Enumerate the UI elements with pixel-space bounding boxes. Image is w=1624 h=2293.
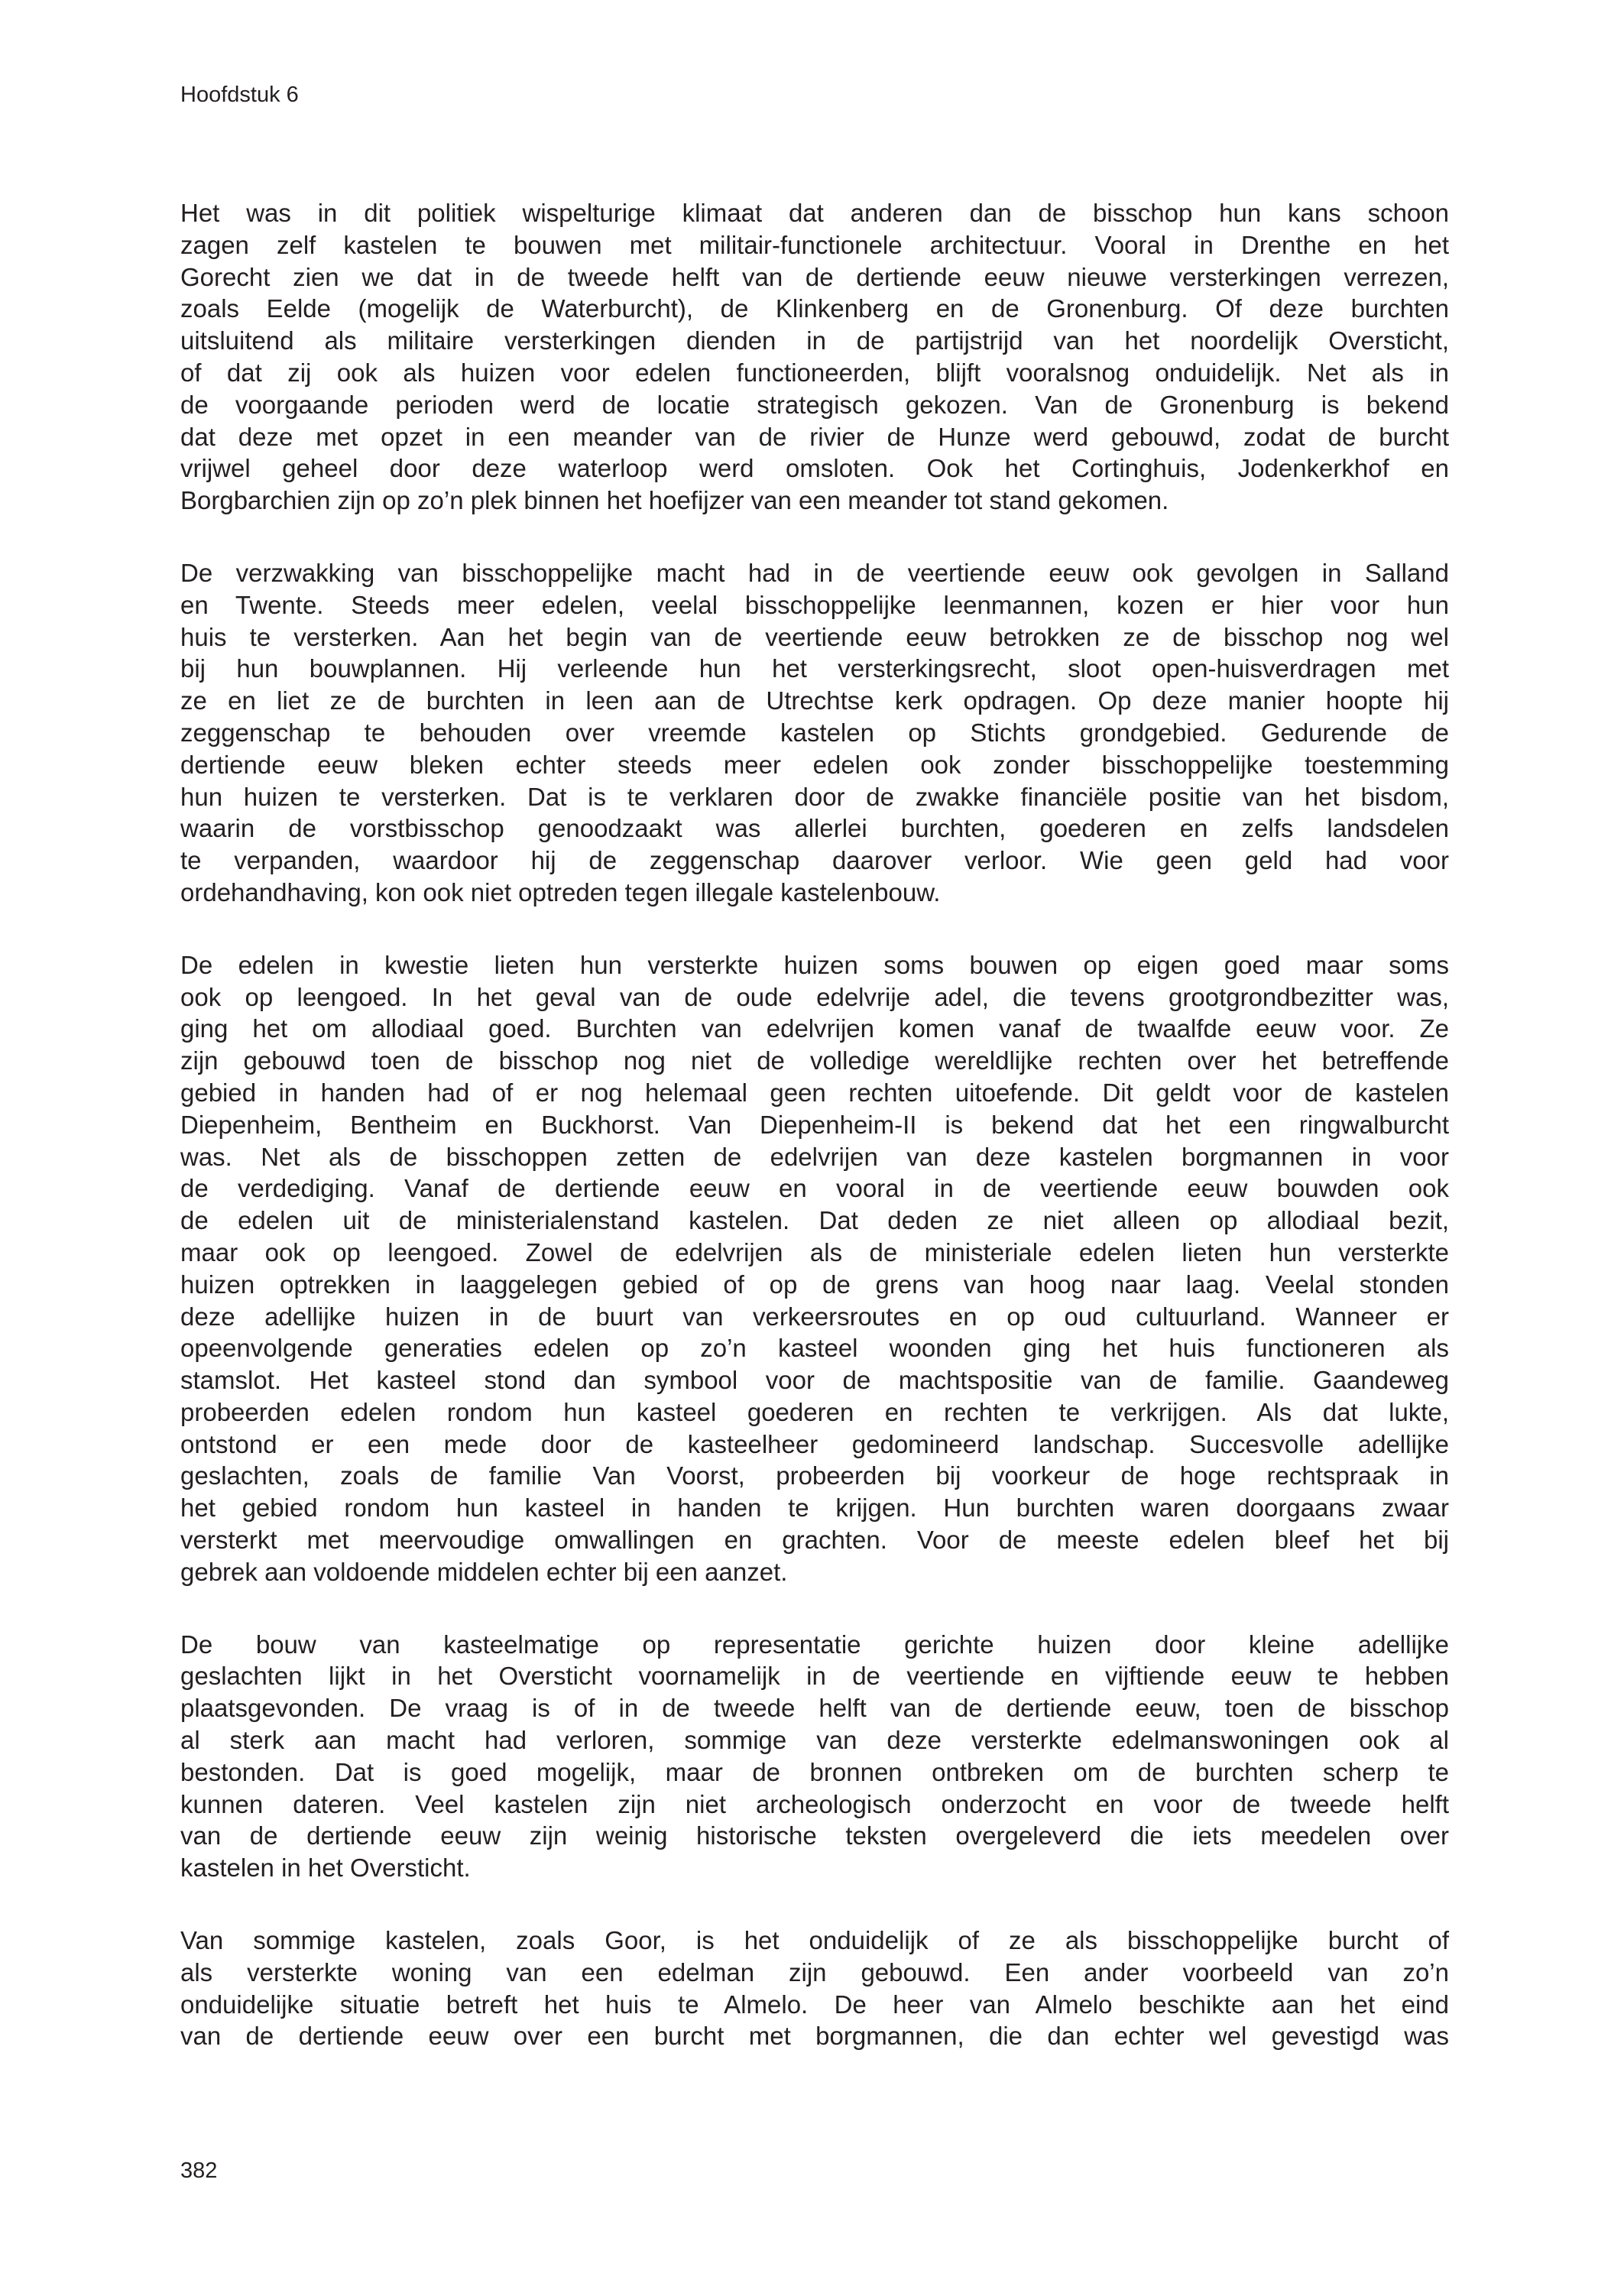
text-line: Gorecht zien we dat in de tweede helft van de dertiende eeuw nieuwe versterkingen verrezen, <box>180 262 1449 291</box>
text-line: en Twente. Steeds meer edelen, veelal bisschoppelijke leenmannen, kozen er hier voor hun <box>180 590 1449 619</box>
text-line: gebrek aan voldoende middelen echter bij een aanzet. <box>180 1557 788 1586</box>
text-line: het gebied rondom hun kasteel in handen te krijgen. Hun burchten waren doorgaans zwaar <box>180 1494 1449 1523</box>
text-line: onduidelijke situatie betreft het huis te Almelo. De heer van Almelo beschikte aan het eind <box>180 1990 1449 2019</box>
text-line: huis te versterken. Aan het begin van de veertiende eeuw betrokken ze de bisschop nog wel <box>180 622 1449 651</box>
text-line: was. Net als de bisschoppen zetten de edelvrijen van deze kastelen borgmannen in voor <box>180 1142 1449 1171</box>
text-line: te verpanden, waardoor hij de zeggenschap daarover verloor. Wie geen geld had voor <box>180 846 1449 875</box>
running-head: Hoofdstuk 6 <box>180 83 299 107</box>
text-line: dertiende eeuw bleken echter steeds meer edelen ook zonder bisschoppelijke toestemming <box>180 750 1449 779</box>
text-line: zagen zelf kastelen te bouwen met militair-functionele architectuur. Vooral in Drenthe en het <box>180 230 1449 259</box>
text-line: ze en liet ze de burchten in leen aan de Utrechtse kerk opdragen. Op deze manier hoopte hij <box>180 686 1449 715</box>
text-line: Het was in dit politiek wispelturige klimaat dat anderen dan de bisschop hun kans schoon <box>180 199 1449 227</box>
text-line: hun huizen te versterken. Dat is te verklaren door de zwakke financiële positie van het bisdom, <box>180 782 1449 811</box>
text-line: Borgbarchien zijn op zo’n plek binnen het hoefijzer van een meander tot stand gekomen. <box>180 486 1169 515</box>
text-line: deze adellijke huizen in de buurt van verkeersroutes en op oud cultuurland. Wanneer er <box>180 1302 1449 1331</box>
text-line: Van sommige kastelen, zoals Goor, is het onduidelijk of ze als bisschoppelijke burcht of <box>180 1926 1449 1955</box>
text-line: kunnen dateren. Veel kastelen zijn niet archeologisch onderzocht en voor de tweede helft <box>180 1789 1449 1818</box>
text-line: plaatsgevonden. De vraag is of in de tweede helft van de dertiende eeuw, toen de bisschop <box>180 1694 1449 1723</box>
text-line: opeenvolgende generaties edelen op zo’n kasteel woonden ging het huis functioneren als <box>180 1334 1449 1363</box>
text-line: vrijwel geheel door deze waterloop werd omsloten. Ook het Cortinghuis, Jodenkerkhof en <box>180 454 1449 483</box>
text-line: de verdediging. Vanaf de dertiende eeuw en vooral in de veertiende eeuw bouwden ook <box>180 1174 1449 1203</box>
text-line: bij hun bouwplannen. Hij verleende hun het versterkingsrecht, sloot open-huisverdragen met <box>180 654 1449 683</box>
text-line: ordehandhaving, kon ook niet optreden tegen illegale kastelenbouw. <box>180 877 941 906</box>
text-line: Diepenheim, Bentheim en Buckhorst. Van Diepenheim-II is bekend dat het een ringwalburcht <box>180 1110 1449 1139</box>
text-line: kastelen in het Oversticht. <box>180 1854 471 1883</box>
text-line: huizen optrekken in laaggelegen gebied of op de grens van hoog naar laag. Veelal stonden <box>180 1270 1449 1299</box>
text-line: ook op leengoed. In het geval van de oude edelvrije adel, die tevens grootgrondbezitter was, <box>180 982 1449 1011</box>
text-line: de voorgaande perioden werd de locatie strategisch gekozen. Van de Gronenburg is bekend <box>180 390 1449 419</box>
text-line: van de dertiende eeuw over een burcht met borgmannen, die dan echter wel gevestigd was <box>180 2022 1449 2051</box>
text-line: bestonden. Dat is goed mogelijk, maar de bronnen ontbreken om de burchten scherp te <box>180 1757 1449 1786</box>
text-line: stamslot. Het kasteel stond dan symbool voor de machtspositie van de familie. Gaandeweg <box>180 1366 1449 1395</box>
page-number: 382 <box>180 2158 218 2183</box>
body-text <box>180 197 1449 2093</box>
text-line: ging het om allodiaal goed. Burchten van edelvrijen komen vanaf de twaalfde eeuw voor. Ze <box>180 1014 1449 1043</box>
paragraph <box>180 197 1449 517</box>
paragraph <box>180 1925 1449 2052</box>
text-line: ontstond er een mede door de kasteelheer gedomineerd landschap. Succesvolle adellijke <box>180 1429 1449 1458</box>
text-line: gebied in handen had of er nog helemaal geen rechten uitoefende. Dit geldt voor de kastelen <box>180 1078 1449 1107</box>
paragraph <box>180 1629 1449 1884</box>
text-line: uitsluitend als militaire versterkingen dienden in de partijstrijd van het noordelijk Oversticht, <box>180 326 1449 355</box>
text-line: geslachten lijkt in het Oversticht voornamelijk in de veertiende en vijftiende eeuw te hebben <box>180 1662 1449 1691</box>
text-line: van de dertiende eeuw zijn weinig historische teksten overgeleverd die iets meedelen over <box>180 1821 1449 1850</box>
text-line: geslachten, zoals de familie Van Voorst, probeerden bij voorkeur de hoge rechtspraak in <box>180 1461 1449 1490</box>
text-line: maar ook op leengoed. Zowel de edelvrijen als de ministeriale edelen lieten hun versterkte <box>180 1237 1449 1267</box>
text-line: De bouw van kasteelmatige op representatie gerichte huizen door kleine adellijke <box>180 1630 1449 1659</box>
text-line: De edelen in kwestie lieten hun versterkte huizen soms bouwen op eigen goed maar soms <box>180 950 1449 979</box>
text-line: als versterkte woning van een edelman zijn gebouwd. Een ander voorbeeld van zo’n <box>180 1957 1449 1987</box>
text-line: zoals Eelde (mogelijk de Waterburcht), de Klinkenberg en de Gronenburg. Of deze burchten <box>180 294 1449 323</box>
text-line: dat deze met opzet in een meander van de rivier de Hunze werd gebouwd, zodat de burcht <box>180 422 1449 451</box>
text-line: zeggenschap te behouden over vreemde kastelen op Stichts grondgebied. Gedurende de <box>180 718 1449 747</box>
text-line: De verzwakking van bisschoppelijke macht had in de veertiende eeuw ook gevolgen in Salland <box>180 558 1449 587</box>
text-line: zijn gebouwd toen de bisschop nog niet de volledige wereldlijke rechten over het betreffende <box>180 1046 1449 1075</box>
text-line: probeerden edelen rondom hun kasteel goederen en rechten te verkrijgen. Als dat lukte, <box>180 1397 1449 1426</box>
text-line: waarin de vorstbisschop genoodzaakt was allerlei burchten, goederen en zelfs landsdelen <box>180 814 1449 843</box>
text-line: versterkt met meervoudige omwallingen en grachten. Voor de meeste edelen bleef het bij <box>180 1526 1449 1555</box>
text-line: al sterk aan macht had verloren, sommige van deze versterkte edelmanswoningen ook al <box>180 1726 1449 1755</box>
text-line: of dat zij ook als huizen voor edelen functioneerden, blijft vooralsnog onduidelijk. Net als in <box>180 358 1449 387</box>
text-line: de edelen uit de ministerialenstand kastelen. Dat deden ze niet alleen op allodiaal bezit, <box>180 1206 1449 1235</box>
paragraph <box>180 949 1449 1588</box>
paragraph <box>180 557 1449 909</box>
